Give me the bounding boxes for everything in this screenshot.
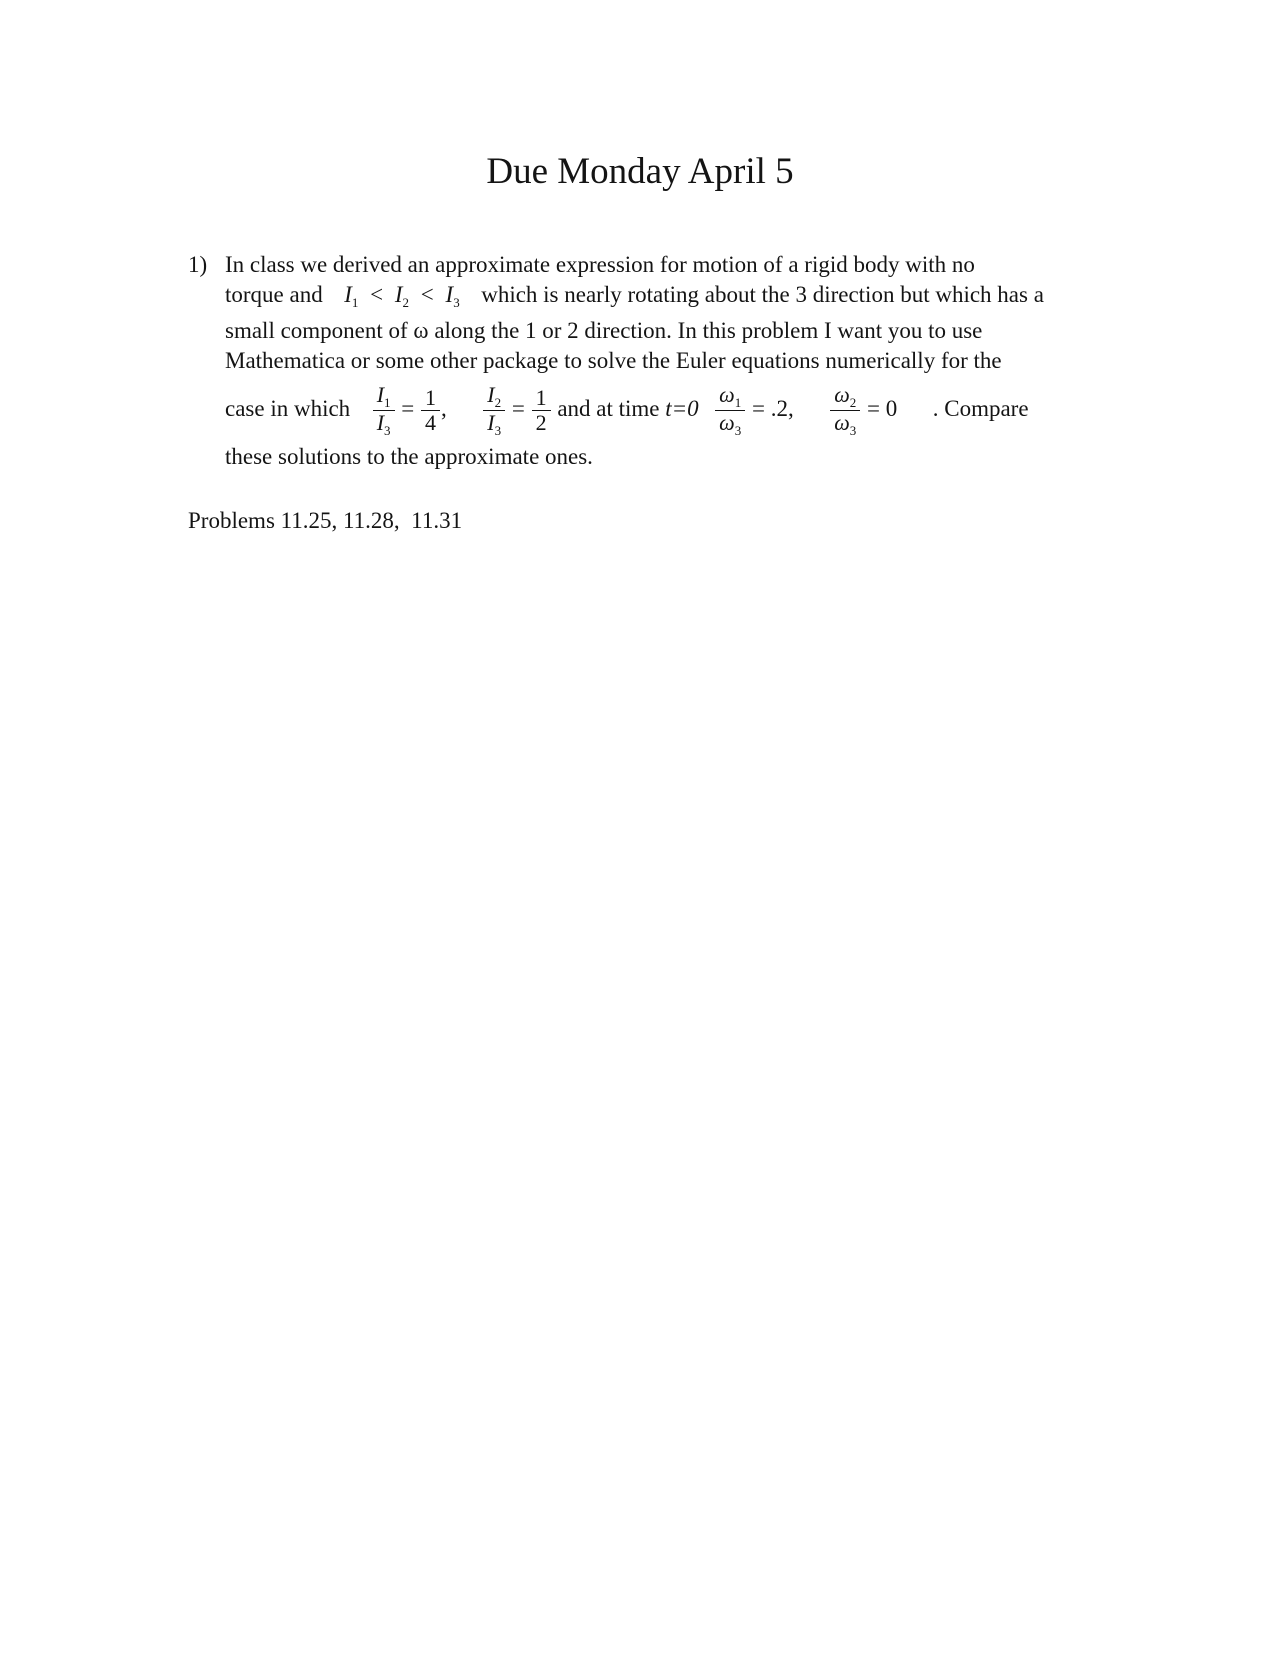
line-5-text-post: . Compare <box>932 396 1029 421</box>
problem-line-3: small component of ω along the 1 or 2 direction. In this problem I want you to use <box>225 318 983 343</box>
problem-line-1: In class we derived an approximate expression for motion of a rigid body with no <box>225 252 975 277</box>
inequality-formula: $I_1 < I_2 < I_3$ <box>344 282 460 310</box>
line-5-text-pre: case in which <box>225 396 351 421</box>
fraction-one-half: $\frac{1}{2}$ <box>532 386 551 435</box>
problem-line-2 <box>225 280 1088 316</box>
page-title: Due Monday April 5 <box>486 151 794 192</box>
omega1-value: .2, <box>770 396 794 421</box>
problem-body <box>225 250 1088 472</box>
assigned-problems: Problems 11.25, 11.28, 11.31 <box>188 508 463 533</box>
ratio-omega2-omega3: $\frac{\omega_2}{\omega_3}$ <box>830 383 860 438</box>
problem-line-5: case in which $\frac{I_1}{I_3}$ = $\frac{1}{4}$ , $\frac{I_2}{I_3}$ = $\frac{1}{2}$ and at time t=0 $\frac{\omega_1}{\omega_3}$ = .2, $\frac{\omega_2}{\omega_3}$ = 0 . Compare <box>225 382 1029 439</box>
problem-1 <box>188 250 1088 472</box>
problem-line-4: Mathematica or some other package to solve the Euler equations numerically for the <box>225 348 1002 373</box>
fraction-one-quarter: $\frac{1}{4}$ <box>421 386 440 435</box>
problem-number: 1) <box>188 252 208 277</box>
line-5-text-mid: and at time <box>557 396 660 421</box>
ratio-i2-i3: $\frac{I_2}{I_3}$ <box>483 383 505 438</box>
ratio-omega1-omega3: $\frac{\omega_1}{\omega_3}$ <box>715 383 745 438</box>
line-2-text-pre: torque and <box>225 282 323 307</box>
omega2-value: 0 <box>885 396 898 421</box>
ratio-i1-i3: $\frac{I_1}{I_3}$ <box>373 383 395 438</box>
time-value: t=0 <box>665 396 699 421</box>
line-2-text-post: which is nearly rotating about the 3 direction but which has a <box>481 282 1044 307</box>
problem-line-6: these solutions to the approximate ones. <box>225 444 593 469</box>
